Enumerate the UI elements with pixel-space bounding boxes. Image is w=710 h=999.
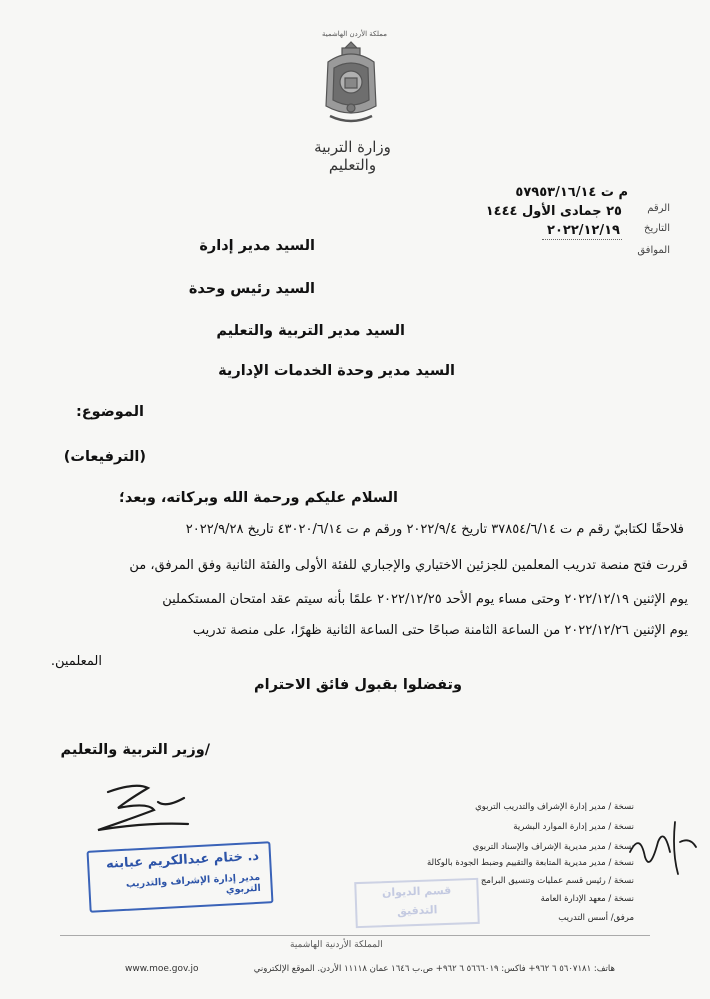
official-stamp	[87, 841, 274, 913]
body-line-3: يوم الإثنين ٢٠٢٢/١٢/١٩ وحتى مساء يوم الأحد ٢٠٢٢/١٢/٢٥ علمًا بأنه سيتم عقد امتحان المستكملين	[162, 592, 688, 607]
faint-stamp	[354, 878, 480, 928]
footer-website[interactable]: www.moe.gov.jo	[125, 964, 199, 974]
letterhead-motto: مملكة الأردن الهاشمية	[322, 30, 387, 38]
date-gregorian: ٢٠٢٢/١٢/١٩	[547, 223, 620, 238]
stamp-title: مدير إدارة الإشراف والتدريب التربوي	[125, 871, 261, 896]
closing: وتفضلوا بقبول فائق الاحترام	[254, 677, 462, 693]
jordan-coat-of-arms-icon	[320, 28, 382, 133]
cc-item-5: نسخة / رئيس قسم عمليات وتنسيق البرامج	[480, 876, 634, 886]
date-label: التاريخ	[644, 223, 670, 234]
faint-stamp-line-1: قسم الديوان	[381, 883, 452, 900]
cc-item-3: نسخة / مدير مديرية الإشراف والإسناد التربوي	[472, 842, 634, 852]
footer-title: المملكة الأردنية الهاشمية	[290, 940, 383, 950]
cc-item-7: مرفق/ أسس التدريب	[558, 913, 634, 923]
cc-item-2: نسخة / مدير إدارة الموارد البشرية	[513, 822, 634, 832]
ministry-logo: وزارة التربية والتعليم	[314, 138, 391, 174]
cc-item-4: نسخة / مدير مديرية المتابعة والتقييم وضبط الجودة بالوكالة	[426, 858, 634, 868]
date-hijri: ٢٥ جمادى الأول ١٤٤٤	[485, 204, 622, 219]
body-line-1: فلاحقًا لكتابيّ رقم م ت ٣٧٨٥٤/٦/١٤ تاريخ ٢٠٢٢/٩/٤ ورقم م ت ٤٣٠٢٠/٦/١٤ تاريخ ٢٠٢٢/٩/٢٨	[185, 522, 684, 537]
addressee-2: السيد رئيس وحدة	[188, 281, 315, 297]
number-label: الرقم	[647, 203, 670, 214]
stamp-name: د. ختام عبدالكريم عبابنه	[105, 848, 260, 872]
cc-item-6: نسخة / معهد الإدارة العامة	[540, 894, 634, 904]
cc-item-1: نسخة / مدير إدارة الإشراف والتدريب التربوي	[475, 802, 634, 812]
subject-value: (الترفيعات)	[63, 449, 146, 465]
date-gregorian-underline	[542, 239, 622, 240]
initials-signature-icon	[620, 812, 700, 882]
body-line-4: يوم الإثنين ٢٠٢٢/١٢/٢٦ من الساعة الثامنة صباحًا حتى الساعة الثانية ظهرًا، على منصة تدريب	[192, 623, 688, 638]
number-value: م ت ٥٧٩٥٣/١٦/١٤	[515, 185, 628, 200]
subject-label: الموضوع:	[75, 404, 144, 420]
addressee-4: السيد مدير وحدة الخدمات الإدارية	[218, 363, 455, 379]
footer-contact: هاتف: ٥٦٠٧١٨١ ٦ ٩٦٢+ فاكس: ٥٦٦٦٠١٩ ٦ ٩٦٢+ ص.ب ١٦٤٦ عمان ١١١١٨ الأردن. الموقع الإلكتروني	[253, 964, 615, 974]
addressee-3: السيد مدير التربية والتعليم	[216, 323, 405, 339]
corresponding-label: الموافق	[637, 245, 670, 256]
body-line-5: المعلمين.	[50, 654, 102, 669]
addressee-1: السيد مدير إدارة	[199, 238, 315, 254]
signature-icon	[88, 778, 198, 838]
signatory-title: /وزير التربية والتعليم	[60, 742, 210, 758]
greeting: السلام عليكم ورحمة الله وبركاته، وبعد؛	[119, 490, 398, 506]
body-line-2: قررت فتح منصة تدريب المعلمين للجزئين الاختياري والإجباري للفئة الأولى والفئة الثانية وفق المرفق، من	[129, 558, 688, 573]
footer-divider	[60, 935, 650, 936]
faint-stamp-line-2: التدقيق	[396, 903, 438, 918]
